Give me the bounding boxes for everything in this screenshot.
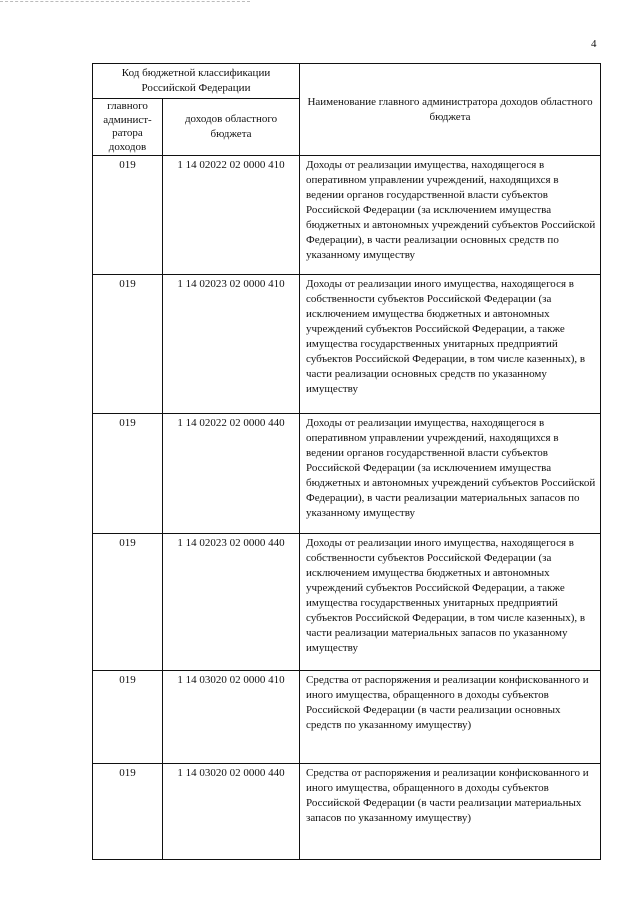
page-number: 4	[591, 38, 597, 50]
scan-artifact-line	[0, 1, 250, 3]
header-administrator-name	[300, 64, 601, 156]
table-row	[93, 764, 601, 860]
table-row	[93, 275, 601, 414]
cell-revenue-code: 1 14 03020 02 0000 410	[163, 671, 300, 764]
cell-admin-code: 019	[93, 534, 163, 671]
table-row	[93, 671, 601, 764]
header-administrator-name-text: Наименование главного администратора доходов областного бюджета	[307, 95, 593, 123]
cell-revenue-code: 1 14 02022 02 0000 440	[163, 414, 300, 534]
cell-revenue-code: 1 14 02023 02 0000 410	[163, 275, 300, 414]
cell-revenue-code: 1 14 02023 02 0000 440	[163, 534, 300, 671]
table-header-row-1	[93, 64, 601, 99]
table-row	[93, 534, 601, 671]
cell-revenue-code: 1 14 02022 02 0000 410	[163, 156, 300, 275]
cell-revenue-name: Средства от распоряжения и реализации конфискованного и иного имущества, обращенного в доходы субъектов Российской Федерации (в части реализации основных средств по указанному имуществу)	[300, 671, 601, 764]
cell-admin-code: 019	[93, 414, 163, 534]
cell-revenue-code: 1 14 03020 02 0000 440	[163, 764, 300, 860]
revenue-classification-table	[92, 63, 601, 860]
table-row	[93, 156, 601, 275]
cell-admin-code: 019	[93, 275, 163, 414]
header-chief-administrator: главного админист-ратора доходов	[93, 99, 163, 156]
cell-revenue-name: Доходы от реализации имущества, находящегося в оперативном управлении учреждений, находящихся в ведении органов государственной власти субъектов Российской Федерации (за исключением имущества бюджетных и автономных учреждений субъектов Российской Федерации), в части реализации основных средств по указанному имуществу	[300, 156, 601, 275]
cell-admin-code: 019	[93, 671, 163, 764]
table-row	[93, 414, 601, 534]
cell-admin-code: 019	[93, 156, 163, 275]
header-budget-classification: Код бюджетной классификации Российской Федерации	[93, 64, 300, 99]
cell-admin-code: 019	[93, 764, 163, 860]
cell-revenue-name: Доходы от реализации иного имущества, находящегося в собственности субъектов Российской Федерации (за исключением имущества бюджетных и автономных учреждений субъектов Российской Федерации, а также имущества государственных унитарных предприятий субъектов Российской Федерации, в том числе казенных), в части реализации основных средств по указанному имуществу	[300, 275, 601, 414]
header-regional-revenue: доходов областного бюджета	[163, 99, 300, 156]
cell-revenue-name: Доходы от реализации имущества, находящегося в оперативном управлении учреждений, находящихся в ведении органов государственной власти субъектов Российской Федерации (за исключением имущества бюджетных и автономных учреждений субъектов Российской Федерации), в части реализации материальных запасов по указанному имуществу	[300, 414, 601, 534]
cell-revenue-name: Доходы от реализации иного имущества, находящегося в собственности субъектов Российской Федерации (за исключением имущества бюджетных и автономных учреждений субъектов Российской Федерации, а также имущества государственных унитарных предприятий субъектов Российской Федерации, в том числе казенных), в части реализации материальных запасов по указанному имуществу	[300, 534, 601, 671]
cell-revenue-name: Средства от распоряжения и реализации конфискованного и иного имущества, обращенного в доходы субъектов Российской Федерации (в части реализации материальных запасов по указанному имуществу)	[300, 764, 601, 860]
